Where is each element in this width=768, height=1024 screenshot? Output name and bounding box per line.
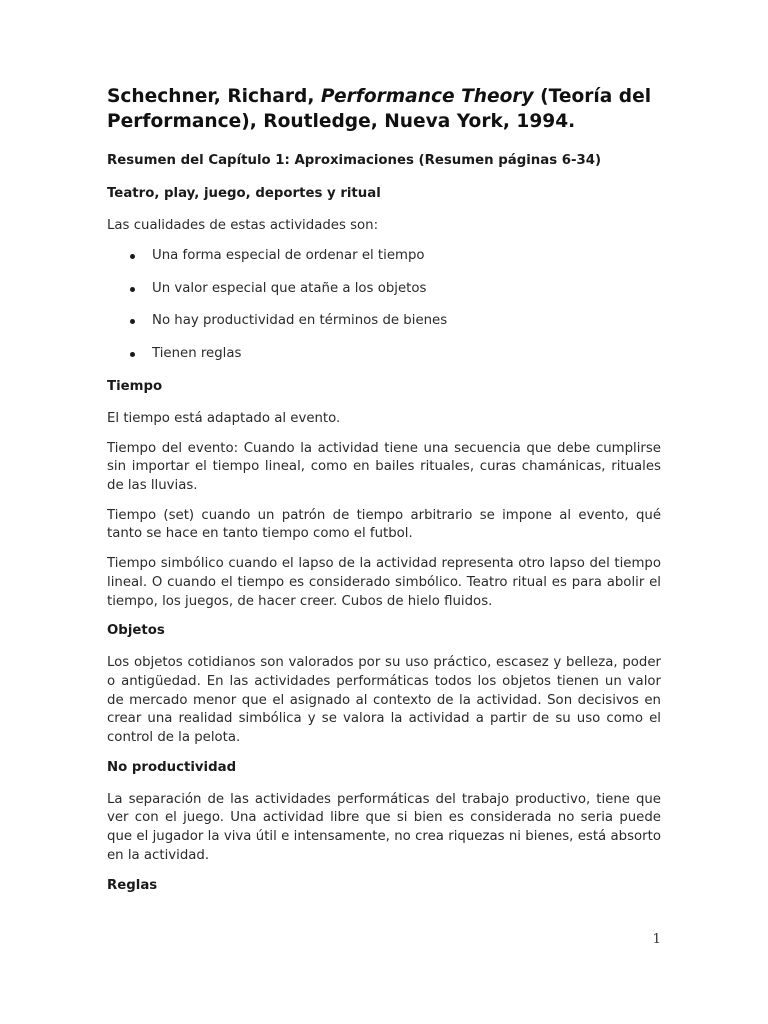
qualities-list <box>107 247 661 363</box>
heading-teatro: Teatro, play, juego, deportes y ritual <box>107 186 381 201</box>
paragraph: El tiempo está adaptado al evento. <box>107 410 341 426</box>
list-item-text: Tienen reglas <box>152 346 242 362</box>
heading-tiempo: Tiempo <box>107 378 163 394</box>
list-item <box>107 345 661 363</box>
heading-objetos: Objetos <box>107 623 165 639</box>
title-book: Performance Theory <box>320 86 534 107</box>
heading-no-productividad: No productividad <box>107 759 237 775</box>
list-item <box>107 247 661 265</box>
bullet-icon <box>130 319 135 324</box>
list-item <box>107 280 661 298</box>
document-title <box>107 84 661 134</box>
bullet-icon <box>130 254 135 259</box>
title-rest: (Teoría del Performance), Routledge, Nueva York, 1994. <box>107 86 652 132</box>
list-item-text: Una forma especial de ordenar el tiempo <box>152 247 425 263</box>
intro-paragraph: Las cualidades de estas actividades son: <box>107 218 379 233</box>
list-item <box>107 312 661 330</box>
paragraph: Tiempo (set) cuando un patrón de tiempo arbitrario se impone al evento, qué tanto se hace en tanto tiempo como el futbol. <box>107 507 661 542</box>
paragraph: Tiempo del evento: Cuando la actividad tiene una secuencia que debe cumplirse sin importar el tiempo lineal, como en bailes rituales, curas chamánicas, rituales de las lluvias. <box>107 440 661 493</box>
bullet-icon <box>130 352 135 357</box>
paragraph: La separación de las actividades performáticas del trabajo productivo, tiene que ver con el juego. Una actividad libre que si bien es considerada no seria puede que el jugador la viva útil e intensamente, no crea riquezas ni bienes, está absorto en la actividad. <box>107 791 661 863</box>
list-item-text: Un valor especial que atañe a los objetos <box>152 280 427 296</box>
paragraph: Tiempo simbólico cuando el lapso de la actividad representa otro lapso del tiempo lineal. O cuando el tiempo es considerado simbólico. Teatro ritual es para abolir el tiempo, los juegos, de hacer creer. Cubos de hielo fluidos. <box>107 556 661 609</box>
title-author: Schechner, Richard, <box>107 86 321 107</box>
chapter-subtitle: Resumen del Capítulo 1: Aproximaciones (Resumen páginas 6-34) <box>107 153 602 168</box>
paragraph: Los objetos cotidianos son valorados por su uso práctico, escasez y belleza, poder o antigüedad. En las actividades performáticas todos los objetos tienen un valor de mercado menor que el asignado al contexto de la actividad. Son decisivos en crear una realidad simbólica y se valora la actividad a partir de su uso como el control de la pelota. <box>107 655 661 746</box>
list-item-text: No hay productividad en términos de bienes <box>152 313 448 329</box>
bullet-icon <box>130 287 135 292</box>
heading-reglas: Reglas <box>107 877 158 893</box>
page-number: 1 <box>652 932 661 947</box>
